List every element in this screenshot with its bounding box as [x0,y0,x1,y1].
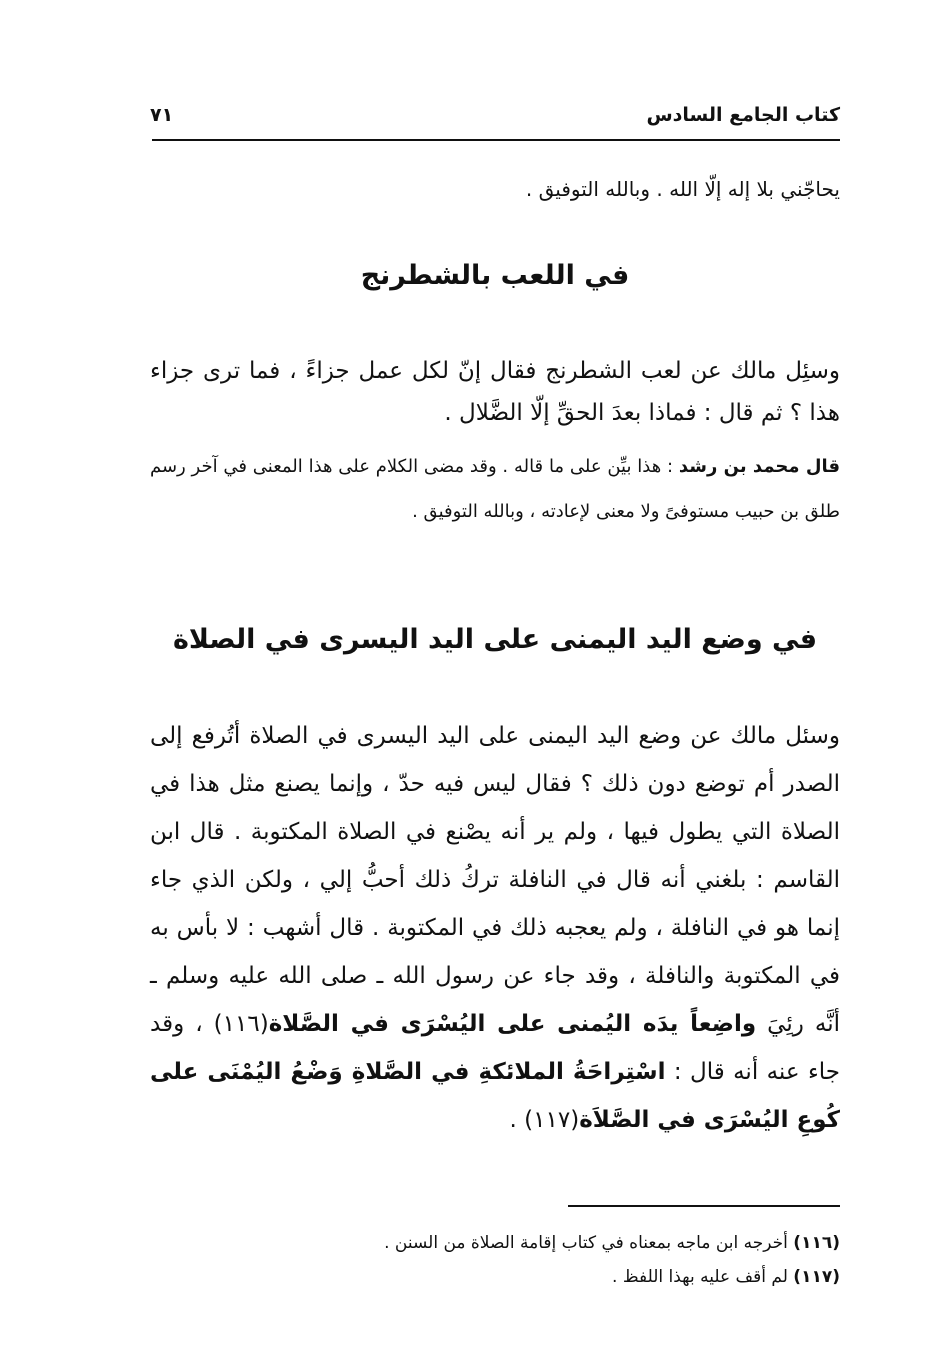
footnote-ref-116: (١١٦) [213,1011,269,1037]
footnote-number: (١١٦) [793,1233,840,1253]
section-heading-hands: في وضع اليد اليمنى على اليد اليسرى في الصلاة [172,624,818,655]
header-rule [152,139,840,141]
hands-text-b: ، وقد جاء عنه أنه قال : [150,1011,840,1085]
hadith-quote-1: واضِعاً يدَه اليُمنى على اليُسْرَى في الصَّلاة [268,1011,757,1037]
hands-text-a: وسئل مالك عن وضع اليد اليمنى على اليد اليسرى في الصلاة أتُرفع إلى الصدر أم توضع دون ذلك ؟ فقال ليس فيه حدّ ، وإنما يصنع مثل هذا في الصلاة التي يطول فيها ، ولم ير أنه يصْنع في الصلاة المكتوبة . قال ابن القاسم : بلغني أنه قال في النافلة تركُ ذلك أحبُّ إلي ، ولكن الذي جاء إنما هو في النافلة ، ولم يعجبه ذلك في المكتوبة . قال أشهب : لا بأس به في المكتوبة والنافلة ، وقد جاء عن رسول الله ـ صلى الله عليه وسلم ـ أنَّه رئِيَ [150,723,840,1037]
footnote-text: لم أقف عليه بهذا اللفظ . [612,1267,794,1287]
chess-commentary-paragraph [150,444,840,534]
hands-text-end: . [509,1107,525,1133]
section-heading-chess: في اللعب بالشطرنج [360,260,630,291]
footnote-rule [568,1205,840,1207]
footnote-text: أخرجه ابن ماجه بمعناه في كتاب إقامة الصلاة من السنن . [384,1233,794,1253]
hands-paragraph [150,712,840,1144]
commentary-text: : هذا بيِّن على ما قاله . وقد مضى الكلام على هذا المعنى في آخر رسم طلق بن حبيب مستوفىً ولا معنى لإعادته ، وبالله التوفيق . [150,456,840,522]
page-number: ٧١ [150,104,174,126]
footnotes [150,1226,840,1294]
intro-line: يحاجّني بلا إله إلّا الله . وبالله التوفيق . [525,177,840,201]
footnote-ref-117: (١١٧) [524,1107,580,1133]
footnote-number: (١١٧) [793,1267,840,1287]
footnote-item [150,1226,840,1260]
running-title: كتاب الجامع السادس [646,104,840,126]
running-header [150,100,840,140]
footnote-item [150,1260,840,1294]
chess-question-paragraph: وسئِل مالك عن لعب الشطرنج فقال إنّ لكل عمل جزاءً ، فما ترى جزاء هذا ؟ ثم قال : فماذا بعدَ الحقِّ إلّا الضَّلال . [150,358,840,426]
hadith-quote-2: اسْتِراحَةُ الملائكةِ في الصَّلاةِ وَضْعُ اليُمْنَى على كُوعِ اليُسْرَى في الصَّلاَة [150,1059,840,1133]
commentary-speaker: قال محمد بن رشد [678,456,840,477]
